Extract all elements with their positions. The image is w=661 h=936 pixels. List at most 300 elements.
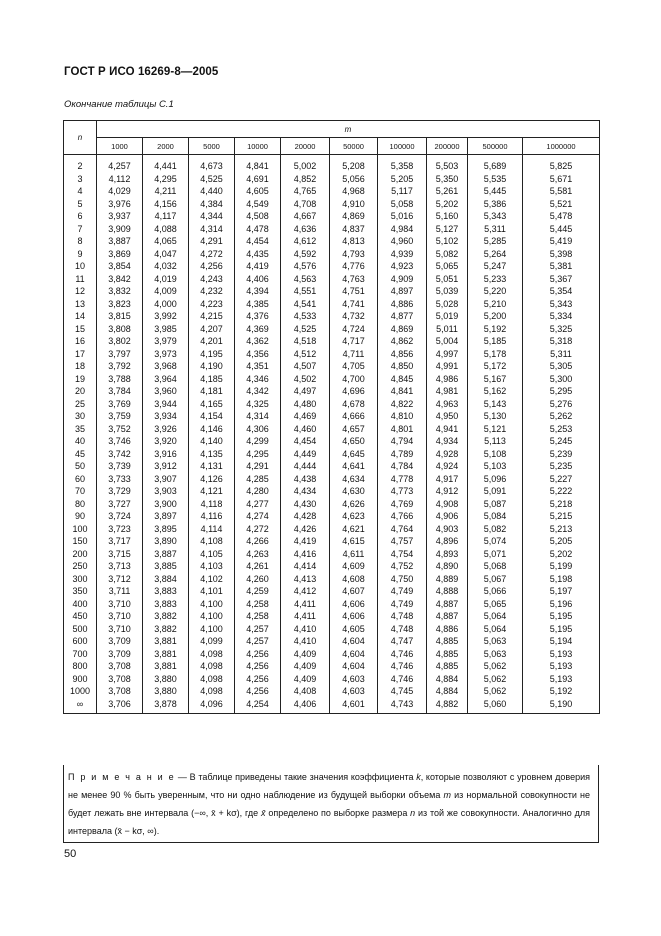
- n-cell: 500: [64, 623, 97, 636]
- k-value-cell: 4,409: [281, 648, 330, 661]
- table-container: [63, 120, 599, 714]
- k-value-cell: 4,601: [330, 698, 378, 714]
- k-value-cell: 3,885: [143, 560, 189, 573]
- k-value-cell: 5,253: [523, 423, 600, 436]
- k-value-cell: 5,068: [468, 560, 523, 573]
- k-value-cell: 4,032: [143, 260, 189, 273]
- table-row: [64, 410, 600, 423]
- k-value-cell: 4,449: [281, 448, 330, 461]
- k-value-cell: 4,478: [235, 223, 281, 236]
- m-value-header: 50000: [330, 138, 378, 155]
- k-value-cell: 4,412: [281, 585, 330, 598]
- k-value-cell: 5,398: [523, 248, 600, 261]
- k-value-cell: 5,311: [468, 223, 523, 236]
- k-value-cell: 4,100: [189, 598, 235, 611]
- k-value-cell: 4,934: [427, 435, 468, 448]
- n-cell: 3: [64, 173, 97, 186]
- k-value-cell: 4,606: [330, 610, 378, 623]
- table-row: [64, 360, 600, 373]
- k-value-cell: 4,746: [378, 648, 427, 661]
- k-value-cell: 4,346: [235, 373, 281, 386]
- table-row: [64, 260, 600, 273]
- k-value-cell: 4,837: [330, 223, 378, 236]
- k-value-cell: 3,881: [143, 635, 189, 648]
- k-value-cell: 4,441: [143, 155, 189, 173]
- k-value-cell: 3,729: [97, 485, 143, 498]
- n-cell: 18: [64, 360, 97, 373]
- n-header: n: [64, 121, 97, 155]
- k-value-cell: 4,634: [330, 473, 378, 486]
- k-value-cell: 4,103: [189, 560, 235, 573]
- k-value-cell: 4,533: [281, 310, 330, 323]
- k-value-cell: 4,440: [189, 185, 235, 198]
- k-value-cell: 3,802: [97, 335, 143, 348]
- k-value-cell: 3,895: [143, 523, 189, 536]
- k-value-cell: 4,764: [378, 523, 427, 536]
- m-value-header: 10000: [235, 138, 281, 155]
- k-value-cell: 4,009: [143, 285, 189, 298]
- n-cell: 600: [64, 635, 97, 648]
- n-cell: 800: [64, 660, 97, 673]
- k-value-cell: 4,752: [378, 560, 427, 573]
- k-value-cell: 5,445: [468, 185, 523, 198]
- k-value-cell: 3,739: [97, 460, 143, 473]
- k-value-cell: 4,384: [189, 198, 235, 211]
- k-value-cell: 4,416: [281, 548, 330, 561]
- k-value-cell: 5,222: [523, 485, 600, 498]
- n-cell: 16: [64, 335, 97, 348]
- k-value-cell: 4,261: [235, 560, 281, 573]
- k-value-cell: 4,845: [378, 373, 427, 386]
- k-value-cell: 4,606: [330, 598, 378, 611]
- k-value-cell: 4,763: [330, 273, 378, 286]
- k-value-cell: 4,981: [427, 385, 468, 398]
- k-value-cell: 5,113: [468, 435, 523, 448]
- k-value-cell: 4,135: [189, 448, 235, 461]
- k-value-cell: 4,691: [235, 173, 281, 186]
- k-value-cell: 4,258: [235, 598, 281, 611]
- k-value-cell: 4,748: [378, 610, 427, 623]
- k-value-cell: 3,708: [97, 685, 143, 698]
- k-value-cell: 4,852: [281, 173, 330, 186]
- k-value-cell: 4,258: [235, 610, 281, 623]
- k-value-cell: 4,813: [330, 235, 378, 248]
- k-value-cell: 4,856: [378, 348, 427, 361]
- k-value-cell: 3,881: [143, 648, 189, 661]
- k-value-cell: 4,156: [143, 198, 189, 211]
- k-value-cell: 5,096: [468, 473, 523, 486]
- k-value-cell: 5,004: [427, 335, 468, 348]
- k-value-cell: 3,715: [97, 548, 143, 561]
- k-value-cell: 5,262: [523, 410, 600, 423]
- k-value-cell: 4,882: [427, 698, 468, 714]
- k-value-cell: 4,885: [427, 648, 468, 661]
- k-value-cell: 4,394: [235, 285, 281, 298]
- k-value-cell: 4,351: [235, 360, 281, 373]
- k-value-cell: 4,274: [235, 510, 281, 523]
- table-row: [64, 223, 600, 236]
- k-value-cell: 5,064: [468, 623, 523, 636]
- k-value-cell: 5,311: [523, 348, 600, 361]
- table-row: [64, 235, 600, 248]
- k-value-cell: 4,747: [378, 635, 427, 648]
- k-value-cell: 4,299: [235, 435, 281, 448]
- k-value-cell: 4,732: [330, 310, 378, 323]
- table-row: [64, 635, 600, 648]
- k-value-cell: 4,841: [235, 155, 281, 173]
- table-row: [64, 548, 600, 561]
- k-value-cell: 4,215: [189, 310, 235, 323]
- k-value-cell: 4,645: [330, 448, 378, 461]
- k-value-cell: 4,563: [281, 273, 330, 286]
- k-value-cell: 5,028: [427, 298, 468, 311]
- table-row: [64, 173, 600, 186]
- k-value-cell: 4,454: [281, 435, 330, 448]
- k-value-cell: 4,525: [189, 173, 235, 186]
- k-value-cell: 4,165: [189, 398, 235, 411]
- k-value-cell: 3,792: [97, 360, 143, 373]
- table-row: [64, 523, 600, 536]
- k-value-cell: 4,469: [281, 410, 330, 423]
- k-value-cell: 3,916: [143, 448, 189, 461]
- k-value-cell: 4,065: [143, 235, 189, 248]
- table-body: [64, 155, 600, 714]
- k-value-cell: 4,810: [378, 410, 427, 423]
- k-value-cell: 4,906: [427, 510, 468, 523]
- k-value-cell: 5,016: [378, 210, 427, 223]
- k-value-cell: 4,254: [235, 698, 281, 714]
- k-value-cell: 3,713: [97, 560, 143, 573]
- k-value-cell: 5,063: [468, 648, 523, 661]
- table-row: [64, 210, 600, 223]
- table-row: [64, 560, 600, 573]
- k-value-cell: 3,727: [97, 498, 143, 511]
- table-row: [64, 155, 600, 173]
- note-var-xbar: x̄: [260, 808, 266, 818]
- k-value-cell: 5,194: [523, 635, 600, 648]
- k-value-cell: 5,039: [427, 285, 468, 298]
- m-value-header: 1000000: [523, 138, 600, 155]
- n-cell: 900: [64, 673, 97, 686]
- n-cell: 4: [64, 185, 97, 198]
- k-value-cell: 4,773: [378, 485, 427, 498]
- k-value-cell: 4,603: [330, 685, 378, 698]
- k-value-cell: 4,207: [189, 323, 235, 336]
- k-value-cell: 4,272: [189, 248, 235, 261]
- k-value-cell: 4,344: [189, 210, 235, 223]
- k-value-cell: 4,146: [189, 423, 235, 436]
- k-value-cell: 4,789: [378, 448, 427, 461]
- table-row: [64, 598, 600, 611]
- k-value-cell: 3,708: [97, 673, 143, 686]
- k-value-cell: 4,551: [281, 285, 330, 298]
- k-value-cell: 4,717: [330, 335, 378, 348]
- k-value-cell: 5,285: [468, 235, 523, 248]
- k-value-cell: 4,098: [189, 660, 235, 673]
- k-value-cell: 4,243: [189, 273, 235, 286]
- k-value-cell: 4,890: [427, 560, 468, 573]
- k-value-cell: 5,011: [427, 323, 468, 336]
- k-value-cell: 3,960: [143, 385, 189, 398]
- k-value-cell: 5,343: [468, 210, 523, 223]
- k-value-cell: 4,126: [189, 473, 235, 486]
- k-value-cell: 5,117: [378, 185, 427, 198]
- k-value-cell: 3,883: [143, 585, 189, 598]
- k-value-cell: 4,667: [281, 210, 330, 223]
- k-value-cell: 4,518: [281, 335, 330, 348]
- k-value-cell: 5,381: [523, 260, 600, 273]
- k-value-cell: 4,960: [378, 235, 427, 248]
- k-value-cell: 3,769: [97, 398, 143, 411]
- table-row: [64, 448, 600, 461]
- table-row: [64, 335, 600, 348]
- k-value-cell: 4,801: [378, 423, 427, 436]
- document-header: ГОСТ Р ИСО 16269-8—2005: [64, 66, 219, 78]
- k-value-cell: 4,047: [143, 248, 189, 261]
- k-value-cell: 4,903: [427, 523, 468, 536]
- k-value-cell: 5,193: [523, 660, 600, 673]
- k-value-cell: 4,541: [281, 298, 330, 311]
- table-row: [64, 610, 600, 623]
- note-text-2: , которые позволяют с уровнем доверия не менее 90 % быть уверенным, что ни одно наблюдение из будущей выборки объема: [68, 772, 590, 800]
- k-value-cell: 4,291: [235, 460, 281, 473]
- k-value-cell: 4,696: [330, 385, 378, 398]
- k-value-cell: 4,480: [281, 398, 330, 411]
- k-value-cell: 4,841: [378, 385, 427, 398]
- k-value-cell: 5,127: [427, 223, 468, 236]
- m-values-row: [64, 138, 600, 155]
- k-value-cell: 4,749: [378, 585, 427, 598]
- k-value-cell: 4,997: [427, 348, 468, 361]
- k-value-cell: 4,190: [189, 360, 235, 373]
- n-cell: 70: [64, 485, 97, 498]
- k-value-cell: 4,607: [330, 585, 378, 598]
- k-value-cell: 4,263: [235, 548, 281, 561]
- k-value-cell: 4,454: [235, 235, 281, 248]
- k-value-cell: 5,162: [468, 385, 523, 398]
- k-value-cell: 5,063: [468, 635, 523, 648]
- k-value-cell: 5,218: [523, 498, 600, 511]
- k-value-cell: 4,434: [281, 485, 330, 498]
- table-row: [64, 623, 600, 636]
- k-value-cell: 4,778: [378, 473, 427, 486]
- k-value-cell: 5,358: [378, 155, 427, 173]
- k-value-cell: 4,362: [235, 335, 281, 348]
- k-value-cell: 4,154: [189, 410, 235, 423]
- k-value-cell: 3,717: [97, 535, 143, 548]
- k-value-cell: 5,202: [523, 548, 600, 561]
- k-value-cell: 3,881: [143, 660, 189, 673]
- k-value-cell: 5,067: [468, 573, 523, 586]
- k-value-cell: 4,711: [330, 348, 378, 361]
- k-value-cell: 4,968: [330, 185, 378, 198]
- n-cell: 50: [64, 460, 97, 473]
- k-value-cell: 5,192: [468, 323, 523, 336]
- m-value-header: 100000: [378, 138, 427, 155]
- k-value-cell: 4,621: [330, 523, 378, 536]
- k-value-cell: 4,604: [330, 660, 378, 673]
- k-value-cell: 4,746: [378, 660, 427, 673]
- n-cell: 350: [64, 585, 97, 598]
- k-value-cell: 4,098: [189, 648, 235, 661]
- k-value-cell: 4,256: [235, 660, 281, 673]
- k-value-cell: 3,709: [97, 648, 143, 661]
- k-value-cell: 4,507: [281, 360, 330, 373]
- n-cell: 1000: [64, 685, 97, 698]
- n-cell: 35: [64, 423, 97, 436]
- k-value-cell: 4,256: [235, 648, 281, 661]
- note-text-4: где: [242, 808, 261, 818]
- k-value-cell: 4,743: [378, 698, 427, 714]
- k-value-cell: 4,414: [281, 560, 330, 573]
- k-value-cell: 3,944: [143, 398, 189, 411]
- k-value-cell: 4,749: [378, 598, 427, 611]
- k-value-cell: 4,630: [330, 485, 378, 498]
- k-value-cell: 4,603: [330, 673, 378, 686]
- k-value-cell: 4,885: [427, 660, 468, 673]
- k-value-cell: 4,257: [235, 623, 281, 636]
- note-text-3: из нормальной совокупности не будет лежать вне интервала: [68, 790, 590, 818]
- table-row: [64, 435, 600, 448]
- k-value-cell: 4,108: [189, 535, 235, 548]
- k-value-cell: 5,195: [523, 623, 600, 636]
- k-value-cell: 4,444: [281, 460, 330, 473]
- k-value-cell: 4,986: [427, 373, 468, 386]
- table-row: [64, 348, 600, 361]
- k-value-cell: 4,604: [330, 635, 378, 648]
- k-value-cell: 4,887: [427, 598, 468, 611]
- k-value-cell: 4,260: [235, 573, 281, 586]
- k-value-cell: 4,406: [235, 273, 281, 286]
- k-value-cell: 3,992: [143, 310, 189, 323]
- k-value-cell: 5,325: [523, 323, 600, 336]
- k-value-cell: 5,208: [330, 155, 378, 173]
- n-cell: 15: [64, 323, 97, 336]
- k-value-cell: 5,062: [468, 673, 523, 686]
- k-value-cell: 4,769: [378, 498, 427, 511]
- n-cell: 19: [64, 373, 97, 386]
- k-value-cell: 3,883: [143, 598, 189, 611]
- n-cell: 11: [64, 273, 97, 286]
- k-value-cell: 4,223: [189, 298, 235, 311]
- k-value-cell: 4,794: [378, 435, 427, 448]
- m-value-header: 500000: [468, 138, 523, 155]
- n-cell: 80: [64, 498, 97, 511]
- k-value-cell: 3,882: [143, 610, 189, 623]
- k-value-cell: 3,788: [97, 373, 143, 386]
- n-cell: 25: [64, 398, 97, 411]
- k-value-cell: 5,295: [523, 385, 600, 398]
- table-row: [64, 285, 600, 298]
- k-value-cell: 4,502: [281, 373, 330, 386]
- k-value-cell: 4,912: [427, 485, 468, 498]
- table-row: [64, 273, 600, 286]
- k-value-cell: 5,305: [523, 360, 600, 373]
- k-value-cell: 5,581: [523, 185, 600, 198]
- k-value-cell: 5,367: [523, 273, 600, 286]
- note-text-5: определено по выборке размера: [265, 808, 411, 818]
- k-value-cell: 3,880: [143, 685, 189, 698]
- k-value-cell: 3,900: [143, 498, 189, 511]
- table-row: [64, 685, 600, 698]
- k-value-cell: 4,909: [378, 273, 427, 286]
- k-value-cell: 3,784: [97, 385, 143, 398]
- coefficient-table: [63, 120, 600, 714]
- table-row: [64, 673, 600, 686]
- k-value-cell: 5,205: [523, 535, 600, 548]
- n-cell: 6: [64, 210, 97, 223]
- k-value-cell: 4,428: [281, 510, 330, 523]
- k-value-cell: 4,295: [143, 173, 189, 186]
- k-value-cell: 4,924: [427, 460, 468, 473]
- table-caption: Окончание таблицы С.1: [64, 99, 174, 110]
- k-value-cell: 4,984: [378, 223, 427, 236]
- k-value-cell: 5,535: [468, 173, 523, 186]
- k-value-cell: 4,435: [235, 248, 281, 261]
- k-value-cell: 4,411: [281, 610, 330, 623]
- k-value-cell: 4,000: [143, 298, 189, 311]
- note-label: П р и м е ч а н и е: [68, 772, 176, 782]
- k-value-cell: 5,445: [523, 223, 600, 236]
- table-row: [64, 585, 600, 598]
- k-value-cell: 4,410: [281, 623, 330, 636]
- k-value-cell: 4,098: [189, 685, 235, 698]
- k-value-cell: 4,623: [330, 510, 378, 523]
- k-value-cell: 4,869: [378, 323, 427, 336]
- k-value-cell: 5,343: [523, 298, 600, 311]
- table-row: [64, 298, 600, 311]
- k-value-cell: 3,708: [97, 660, 143, 673]
- n-cell: 40: [64, 435, 97, 448]
- k-value-cell: 5,334: [523, 310, 600, 323]
- k-value-cell: 4,117: [143, 210, 189, 223]
- k-value-cell: 5,521: [523, 198, 600, 211]
- k-value-cell: 3,882: [143, 623, 189, 636]
- k-value-cell: 4,604: [330, 648, 378, 661]
- k-value-cell: 4,029: [97, 185, 143, 198]
- k-value-cell: 4,751: [330, 285, 378, 298]
- table-row: [64, 510, 600, 523]
- k-value-cell: 4,102: [189, 573, 235, 586]
- n-cell: 13: [64, 298, 97, 311]
- k-value-cell: 4,114: [189, 523, 235, 536]
- k-value-cell: 5,172: [468, 360, 523, 373]
- m-value-header: 200000: [427, 138, 468, 155]
- k-value-cell: 4,266: [235, 535, 281, 548]
- k-value-cell: 4,376: [235, 310, 281, 323]
- k-value-cell: 5,235: [523, 460, 600, 473]
- k-value-cell: 4,430: [281, 498, 330, 511]
- k-value-cell: 4,650: [330, 435, 378, 448]
- k-value-cell: 4,410: [281, 635, 330, 648]
- k-value-cell: 3,797: [97, 348, 143, 361]
- table-row: [64, 385, 600, 398]
- page-number: 50: [64, 848, 77, 860]
- k-value-cell: 4,306: [235, 423, 281, 436]
- k-value-cell: 3,976: [97, 198, 143, 211]
- note-text-1: — В таблице приведены такие значения коэффициента: [175, 772, 417, 782]
- m-value-header: 5000: [189, 138, 235, 155]
- k-value-cell: 4,745: [378, 685, 427, 698]
- k-value-cell: 5,062: [468, 660, 523, 673]
- k-value-cell: 4,280: [235, 485, 281, 498]
- k-value-cell: 5,091: [468, 485, 523, 498]
- k-value-cell: 5,198: [523, 573, 600, 586]
- note-interval-1: (−∞, x̄ + kσ),: [191, 808, 243, 818]
- k-value-cell: 4,100: [189, 623, 235, 636]
- k-value-cell: 5,108: [468, 448, 523, 461]
- k-value-cell: 5,233: [468, 273, 523, 286]
